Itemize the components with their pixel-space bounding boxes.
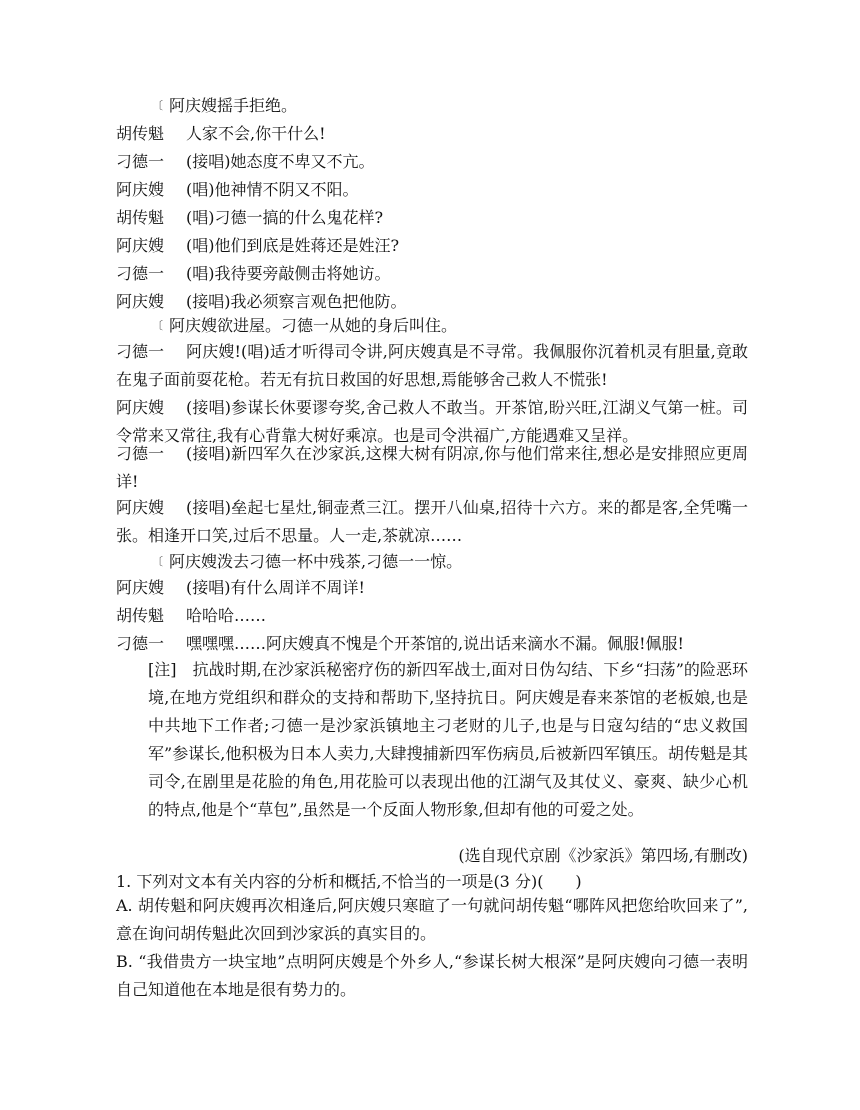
- speaker-name: 刁德一: [116, 342, 165, 361]
- stage-direction-text: 阿庆嫂欲进屋。刁德一从她的身后叫住。: [169, 316, 458, 335]
- speaker-name: 刁德一: [116, 634, 165, 653]
- source-citation: (选自现代京剧《沙家浜》第四场,有删改): [458, 846, 748, 865]
- dialogue-paragraph: [116, 338, 748, 394]
- dialogue-text: (接唱)垒起七星灶,铜壶煮三江。摆开八仙桌,招待十六方。来的都是客,全凭嘴一张。相逢开口笑,过后不思量。人一走,茶就凉……: [116, 498, 748, 545]
- dialogue-text: 阿庆嫂!(唱)适才听得司令讲,阿庆嫂真是不寻常。我佩服你沉着机灵有胆量,竟敢在鬼子面前耍花枪。若无有抗日救国的好思想,焉能够舍己救人不慌张!: [116, 342, 748, 389]
- dialogue-text: 嘿嘿嘿……阿庆嫂真不愧是个开茶馆的,说出话来滴水不漏。佩服!佩服!: [186, 634, 684, 653]
- speaker-name: 阿庆嫂: [116, 498, 165, 517]
- dialogue-text: (唱)刁德一搞的什么鬼花样?: [186, 208, 384, 227]
- speaker-name: 刁德一: [116, 444, 165, 463]
- stage-direction: [152, 316, 457, 336]
- option-b: B. “我借贵方一块宝地”点明阿庆嫂是个外乡人,“参谋长树大根深”是阿庆嫂向刁德一表明自己知道他在本地是很有势力的。: [116, 952, 748, 999]
- note-label: [注]: [148, 660, 177, 679]
- dialogue-text: (接唱)有什么周详不周详!: [186, 578, 365, 597]
- speaker-name: 阿庆嫂: [116, 578, 165, 597]
- speaker-name: 胡传魁: [116, 208, 165, 227]
- dialogue-line: [116, 292, 407, 312]
- speaker-name: 阿庆嫂: [116, 236, 165, 255]
- note-text: 抗战时期,在沙家浜秘密疗伤的新四军战士,面对日伪勾结、下乡“扫荡”的险恶环境,在地方党组织和群众的支持和帮助下,坚持抗日。阿庆嫂是春来茶馆的老板娘,也是中共地下工作者;刁德一是沙家浜镇地主刁老财的儿子,也是与日寇勾结的“忠义救国军”参谋长,他积极为日本人卖力,大肆搜捕新四军伤病员,后被新四军镇压。胡传魁是其司令,在剧里是花脸的角色,用花脸可以表现出他的江湖气及其仗义、豪爽、缺少心机的特点,他是个“草包”,虽然是一个反面人物形象,但却有他的可爱之处。: [148, 660, 748, 819]
- dialogue-text: (唱)我待要旁敲侧击将她访。: [186, 264, 391, 283]
- dialogue-line: [116, 606, 266, 626]
- speaker-name: 刁德一: [116, 152, 165, 171]
- speaker-name: 阿庆嫂: [116, 292, 165, 311]
- question-stem: 1. 下列对文本有关内容的分析和概括,不恰当的一项是(3 分)( ): [116, 872, 582, 891]
- dialogue-text: (唱)他们到底是姓蒋还是姓汪?: [186, 236, 400, 255]
- dialogue-line: [116, 152, 375, 172]
- dialogue-line: [116, 180, 359, 200]
- dialogue-text: (接唱)参谋长休要谬夸奖,舍己救人不敢当。开茶馆,盼兴旺,江湖义气第一桩。司令常来又常往,我有心背靠大树好乘凉。也是司令洪福广,方能遇难又呈祥。: [116, 398, 748, 445]
- speaker-name: 阿庆嫂: [116, 398, 165, 417]
- dialogue-text: (接唱)我必须察言观色把他防。: [186, 292, 407, 311]
- dialogue-line: [116, 264, 391, 284]
- speaker-name: 胡传魁: [116, 124, 165, 143]
- dialogue-text: (接唱)她态度不卑又不亢。: [186, 152, 375, 171]
- dialogue-line: [116, 208, 383, 228]
- dialogue-text: 人家不会,你干什么!: [186, 124, 326, 143]
- dialogue-line: [116, 236, 399, 256]
- stage-direction-text: 阿庆嫂泼去刁德一杯中残茶,刁德一一惊。: [169, 552, 463, 571]
- stage-direction-text: 阿庆嫂摇手拒绝。: [169, 96, 298, 115]
- dialogue-text: (唱)他神情不阴又不阳。: [186, 180, 359, 199]
- bracket-mark: 〔: [152, 555, 163, 568]
- dialogue-line: [116, 578, 365, 598]
- dialogue-text: 哈哈哈……: [186, 606, 267, 625]
- dialogue-paragraph: [116, 494, 748, 550]
- dialogue-text: (接唱)新四军久在沙家浜,这棵大树有阴凉,你与他们常来往,想必是安排照应更周详!: [116, 444, 748, 491]
- stage-direction: [152, 552, 462, 572]
- bracket-mark: 〔: [152, 319, 163, 332]
- speaker-name: 阿庆嫂: [116, 180, 165, 199]
- dialogue-line: [116, 634, 684, 654]
- note-paragraph: [116, 656, 748, 824]
- dialogue-paragraph: [116, 440, 748, 496]
- bracket-mark: 〔: [152, 99, 163, 112]
- stage-direction: [152, 96, 297, 116]
- option-a: A. 胡传魁和阿庆嫂再次相逢后,阿庆嫂只寒暄了一句就问胡传魁“哪阵风把您给吹回来了”,意在询问胡传魁此次回到沙家浜的真实目的。: [116, 896, 748, 943]
- speaker-name: 刁德一: [116, 264, 165, 283]
- speaker-name: 胡传魁: [116, 606, 165, 625]
- dialogue-line: [116, 124, 326, 144]
